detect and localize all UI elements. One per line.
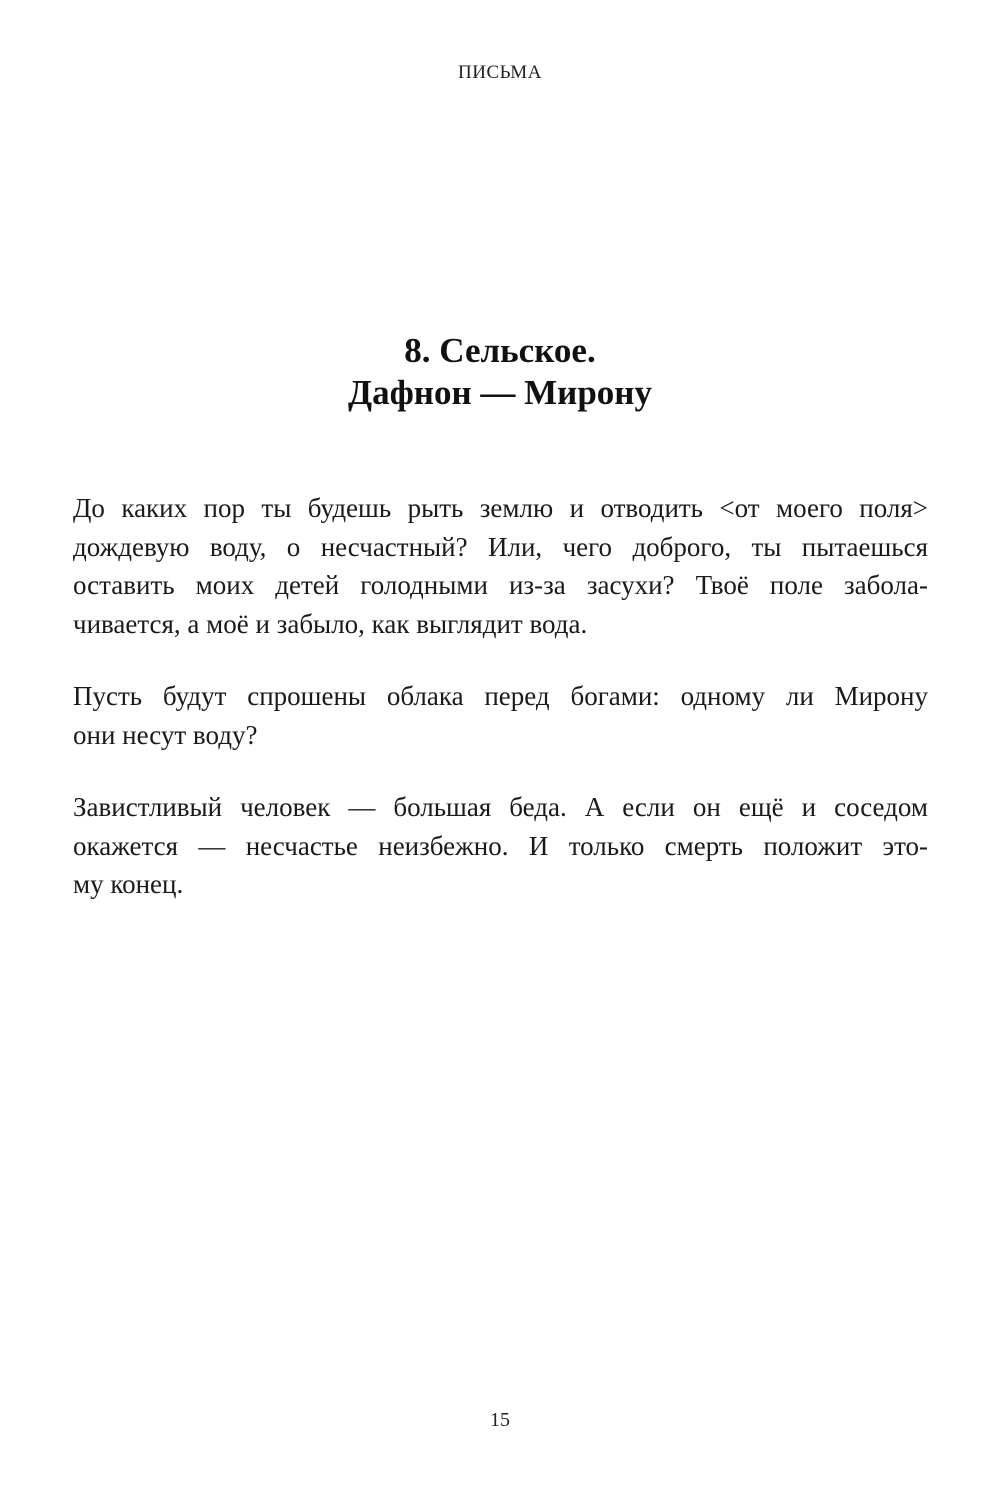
text-line: они несут воду? [73,719,258,750]
paragraph-2 [73,677,928,754]
page-number: 15 [490,1409,510,1431]
text-line: оставить моих детей голодными из-за засухи? Твоё поле забола- [73,570,928,600]
text-line: окажется — несчастье неизбежно. И только смерть положит это- [73,830,928,861]
paragraph-3 [73,788,928,904]
text-line: дождевую воду, о несчастный? Или, чего доброго, ты пытаешься [73,531,928,562]
running-head: ПИСЬМА [458,62,542,83]
text-line: Завистливый человек — большая беда. А если он ещё и соседом [73,792,928,822]
chapter-title [0,330,1000,414]
text-line: Пусть будут спрошены облака перед богами: одному ли Мирону [73,681,928,711]
text-line: До каких пор ты будешь рыть землю и отводить <от моего поля> [73,493,928,523]
letter-body [73,489,928,938]
chapter-title-line-1: 8. Сельское. [404,331,596,370]
paragraph-1 [73,489,928,643]
chapter-title-line-2: Дафнон — Мирону [348,373,652,412]
text-line: му конец. [73,869,184,899]
text-line: чивается, а моё и забыло, как выглядит вода. [73,608,588,639]
